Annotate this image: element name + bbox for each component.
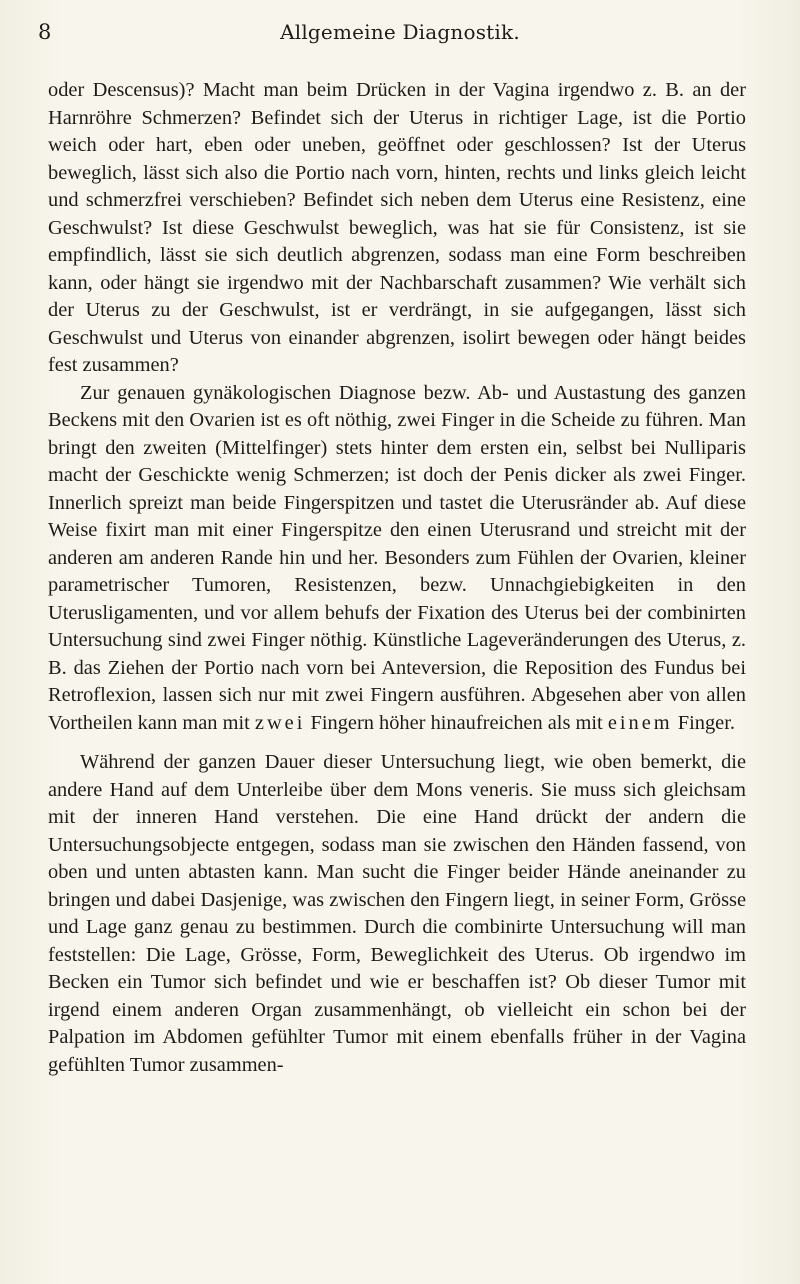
paragraph-3: Während der ganzen Dauer dieser Untersuchung liegt, wie oben bemerkt, die andere Hand auf dem Unterleibe über dem Mons veneris. Sie muss sich gleichsam mit der inneren Hand verstehen. Die eine Hand drückt der andern die Untersuchungsobjecte entgegen, sodass man sie zwischen den Händen fassend, von oben und unten abtasten kann. Man sucht die Finger beider Hände aneinander zu bringen und dabei Dasjenige, was zwischen den Fingern liegt, in seiner Form, Grösse und Lage ganz genau zu bestimmen. Durch die combinirte Untersuchung will man feststellen: Die Lage, Grösse, Form, Beweglichkeit des Uterus. Ob irgendwo im Becken ein Tumor sich befindet und wie er beschaffen ist? Ob dieser Tumor mit irgend einem anderen Organ zusammenhängt, ob vielleicht ein schon bei der Palpation im Abdomen gefühlter Tumor mit einem ebenfalls früher in der Vagina gefühlten Tumor zusammen- xyxy=(48,751,746,1076)
paragraph-2-middle: Fingern höher hinaufreichen als mit xyxy=(310,711,603,734)
paragraph-1: oder Descensus)? Macht man beim Drücken in der Vagina irgendwo z. B. an der Harnröhre Schmerzen? Befindet sich der Uterus in richtiger Lage, ist die Portio weich oder hart, eben oder uneben, geöffnet oder geschlossen? Ist der Uterus beweglich, lässt sich also die Portio nach vorn, hinten, rechts und links gleich leicht und schmerzfrei verschieben? Befindet sich neben dem Uterus eine Resistenz, eine Geschwulst? Ist diese Geschwulst beweglich, was hat sie für Consistenz, ist sie empfindlich, lässt sie sich deutlich abgrenzen, sodass man eine Form beschreiben kann, oder hängt sie irgendwo mit der Nachbarschaft zusammen? Wie verhält sich der Uterus zu der Geschwulst, ist er verdrängt, in sie aufgegangen, lässt sich Geschwulst und Uterus von einander abgrenzen, isolirt bewegen oder hängt beides fest zusammen? xyxy=(48,79,746,376)
body-text xyxy=(48,77,746,1079)
paragraph-2-end: Finger. xyxy=(677,711,735,734)
page-number: 8 xyxy=(38,20,52,44)
paragraph-2-text: Zur genauen gynäkologischen Diagnose bezw. Ab- und Austastung des ganzen Beckens mit den Ovarien ist es oft nöthig, zwei Finger in die Scheide zu führen. Man bringt den zweiten (Mittelfinger) stets hinter dem ersten ein, selbst bei Nulliparis macht der Geschickte wenig Schmerzen; ist doch der Penis dicker als zwei Finger. Innerlich spreizt man beide Fingerspitzen und tastet die Uterusränder ab. Auf diese Weise fixirt man mit einer Fingerspitze den einen Uterusrand und streicht mit der anderen am anderen Rande hin und her. Besonders zum Fühlen der Ovarien, kleiner parametrischer Tumoren, Resistenzen, bezw. Unnachgiebigkeiten in den Uterusligamenten, und vor allem behufs der Fixation des Uterus bei der combinirten Untersuchung sind zwei Finger nöthig. Künstliche Lageveränderungen des Uterus, z. B. das Ziehen der Portio nach vorn bei Anteversion, die Reposition des Fundus bei Retroflexion, lassen sich nur mit zwei Fingern ausführen. Abgesehen aber von allen Vortheilen kann man mit xyxy=(48,381,746,734)
running-head xyxy=(38,18,762,50)
running-title: Allgemeine Diagnostik. xyxy=(280,20,520,44)
paragraph-2 xyxy=(48,380,746,738)
emphasis-einem: einem xyxy=(607,711,673,734)
emphasis-zwei: zwei xyxy=(254,711,306,734)
